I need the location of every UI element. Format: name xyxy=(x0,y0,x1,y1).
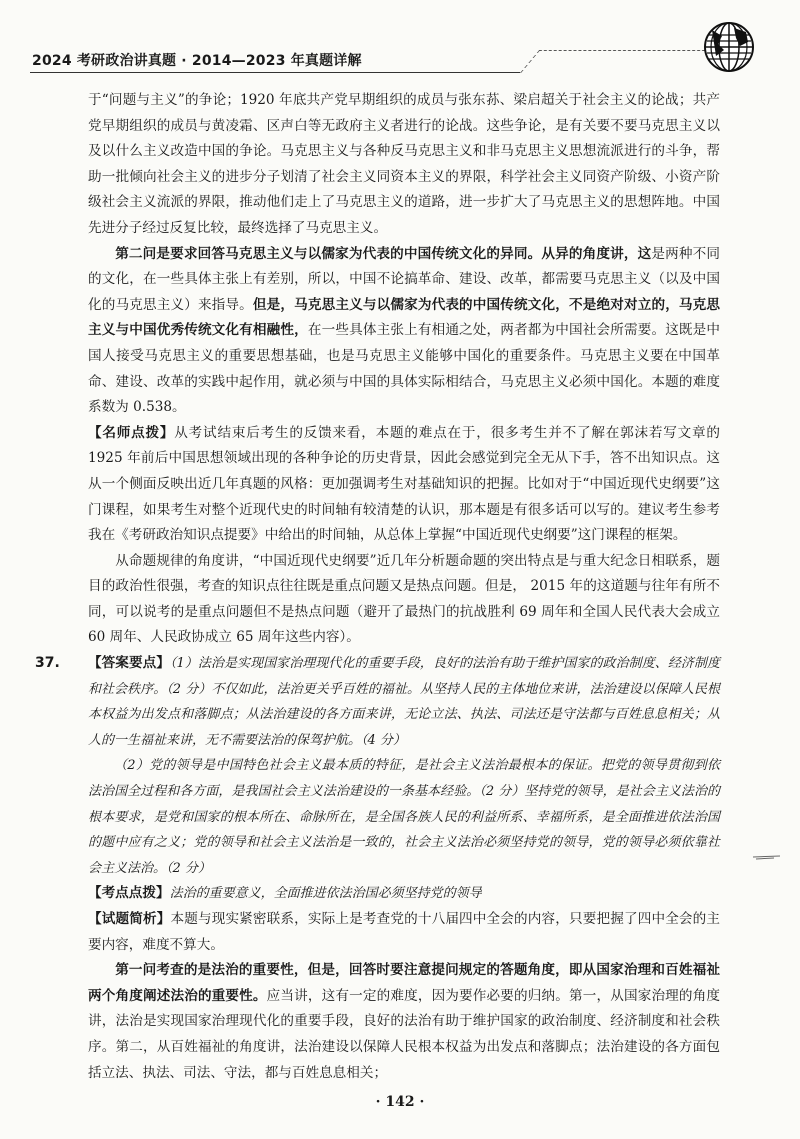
header-dashed-line xyxy=(520,50,720,73)
answer-text: （1）法治是实现国家治理现代化的重要手段，良好的法治有助于维护国家的政治制度、经济制度和社会秩序。（2 分）不仅如此，法治更关乎百姓的福祉。从坚持人民的主体地位来讲，法治建设以保障人民根本权益为出发点和落脚点；从法治建设的各方面来讲，无论立法、执法、司法还是守法都与百姓息息相关；从人的一生福祉来讲，无不需要法治的保驾护航。（4 分） xyxy=(88,656,721,748)
text: 从考试结束后考生的反馈来看，本题的难点在于，很多考生并不了解在郭沫若写文章的 1925 年前后中国思想领域出现的各种争论的历史背景，因此会感觉到完全无从下手，答不出知识点。这从一个侧面反映出近几年真题的风格：更加强调考生对基础知识的把握。比如对于“中国近现代史纲要”这门课程，如果考生对整个近现代史的时间轴有较清楚的认识，那本题是有很多话可以写的。建议考生参考我在《考研政治知识点提要》中给出的时间轴，从总体上掌握“中国近现代史纲要”这门课程的框架。 xyxy=(88,424,721,544)
header-rule xyxy=(30,72,520,73)
paragraph xyxy=(88,421,720,549)
text: 应当讲，这有一定的难度，因为要作必要的归纳。第一，从国家治理的角度讲，法治是实现国家治理现代化的重要手段，良好的法治有助于维护国家的政治制度、经济制度和社会秩序。第二，从百姓福祉的角度讲，法治建设以保障人民根本权益为出发点和落脚点；法治建设的各方面包括立法、执法、司法、守法，都与百姓息息相关； xyxy=(88,987,721,1081)
text: 是两种不同的文化，在一些具体主张上有差别，所以，中国不论搞革命、建设、改革，都需要马克思主义（以及中国化的马克思主义）来指导。 xyxy=(88,245,720,313)
question-37 xyxy=(35,651,721,753)
paragraph: 从命题规律的角度讲，“中国近现代史纲要”近几年分析题命题的突出特点是与重大纪念日相联系，题目的政治性很强，考查的知识点往往既是重点问题又是热点问题。但是， 2015 年的这道题与往年有所不同，可以说考的是重点问题但不是热点问题（避开了最热门的抗战胜利 69 周年和全国人民代表大会成立 60 周年、人民政协成立 65 周年这些内容）。 xyxy=(88,552,720,646)
book-title: 2024 考研政治讲真题 · 2014—2023 年真题详解 xyxy=(32,53,362,69)
text: 在一些具体主张上有相通之处，两者都为中国社会所需要。这既是中国人接受马克思主义的重要思想基础，也是马克思主义能够中国化的重要条件。马克思主义要在中国革命、建设、改革的实践中起作用，就必须与中国的具体实际相结合，马克思主义必须中国化。本题的难度系数为 0.538。 xyxy=(88,322,721,416)
paragraph xyxy=(88,242,720,421)
page-number: · 142 · xyxy=(375,1094,425,1110)
margin-scribble xyxy=(752,853,782,861)
question-number: 37. xyxy=(35,655,60,672)
section-label: 【答案要点】 xyxy=(88,655,170,672)
section-label: 【名师点拨】 xyxy=(88,424,175,441)
text: 本题与现实紧密联系，实际上是考查党的十八届四中全会的内容，只要把握了四中全会的主要内容，难度不算大。 xyxy=(88,911,721,953)
bold-text: 第一问考查的是法治的重要性，但是，回答时要注意提问规定的答题角度，即从国家治理和百姓福祉两个角度阐述法治的重要性。 xyxy=(88,962,720,1004)
text: 法治的重要意义，全面推进依法治国必须坚持党的领导 xyxy=(169,886,482,902)
paragraph xyxy=(88,907,720,958)
answer-text: （2）党的领导是中国特色社会主义最本质的特征，是社会主义法治最根本的保证。把党的领导贯彻到依法治国全过程和各方面，是我国社会主义法治建设的一条基本经验。（2 分）坚持党的领导，是社会主义法治的根本要求，是党和国家的根本所在、命脉所在，是全国各族人民的利益所系、幸福所系，是全面推进依法治国的题中应有之义；党的领导和社会主义法治是一致的，社会主义法治必须坚持党的领导，党的领导必须依靠社会主义法治。（2 分） xyxy=(88,758,720,876)
page-header xyxy=(30,42,770,78)
globe-icon xyxy=(702,20,756,74)
bold-text: 但是，马克思主义与以儒家为代表的中国传统文化，不是绝对对立的，马克思主义与中国优秀传统文化有相融性， xyxy=(88,296,721,339)
section-label: 【考点点拨】 xyxy=(88,885,170,902)
bold-text: 第二问是要求回答马克思主义与以儒家为代表的中国传统文化的异同。从异的角度讲，这 xyxy=(115,245,652,262)
paragraph: 于“问题与主义”的争论；1920 年底共产党早期组织的成员与张东荪、梁启超关于社会主义的论战；共产党早期组织的成员与黄凌霜、区声白等无政府主义者进行的论战。这些争论，是有关要不要马克思主义以及以什么主义改造中国的争论。马克思主义与各种反马克思主义和非马克思主义思想流派进行的斗争，帮助一批倾向社会主义的进步分子划清了社会主义同资本主义的界限，科学社会主义同资产阶级、小资产阶级社会主义流派的界限，推动他们走上了马克思主义的道路，进一步扩大了马克思主义的思想阵地。中国先进分子经过反复比较，最终选择了马克思主义。 xyxy=(88,92,720,236)
page-body xyxy=(35,88,721,1086)
paragraph xyxy=(88,881,720,907)
section-label: 【试题简析】 xyxy=(88,911,171,927)
paragraph xyxy=(88,958,720,1086)
